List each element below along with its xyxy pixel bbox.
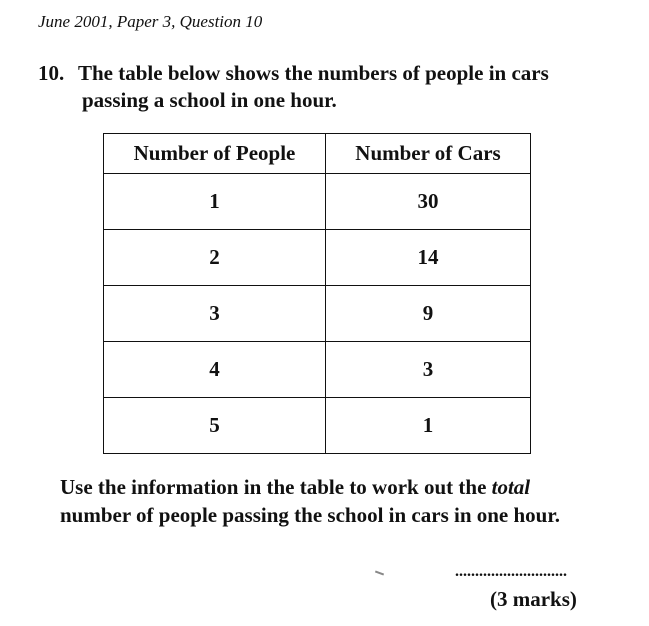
question-line-1	[38, 60, 549, 87]
cell-people: 5	[104, 398, 326, 454]
question-source-header: June 2001, Paper 3, Question 10	[38, 12, 263, 31]
question-text-line-2: passing a school in one hour.	[82, 88, 337, 112]
instruction-line-1	[60, 473, 560, 501]
question-text-line-1: The table below shows the numbers of people in cars	[78, 61, 549, 85]
header-number-of-cars: Number of Cars	[326, 134, 531, 174]
cell-cars: 30	[326, 174, 531, 230]
cell-people: 2	[104, 230, 326, 286]
question-prompt	[38, 60, 549, 114]
table-row	[104, 342, 531, 398]
cell-cars: 3	[326, 342, 531, 398]
instruction-text	[60, 473, 560, 529]
instruction-line-2: number of people passing the school in cars in one hour.	[60, 503, 561, 527]
table-row	[104, 286, 531, 342]
table-header-row	[104, 134, 531, 174]
people-cars-table	[103, 133, 531, 454]
cell-cars: 14	[326, 230, 531, 286]
header-number-of-people: Number of People	[104, 134, 326, 174]
table-row	[104, 174, 531, 230]
cell-people: 4	[104, 342, 326, 398]
table-row	[104, 230, 531, 286]
marks-label: (3 marks)	[490, 587, 577, 611]
scan-speck	[375, 571, 384, 576]
question-number: 10.	[38, 61, 65, 85]
table-row	[104, 398, 531, 454]
cell-people: 3	[104, 286, 326, 342]
cell-cars: 1	[326, 398, 531, 454]
answer-dotted-line[interactable]: ............................	[455, 563, 567, 580]
instruction-emphasis: total	[491, 475, 531, 499]
cell-cars: 9	[326, 286, 531, 342]
instruction-line-1-text: Use the information in the table to work out the	[60, 475, 492, 499]
cell-people: 1	[104, 174, 326, 230]
